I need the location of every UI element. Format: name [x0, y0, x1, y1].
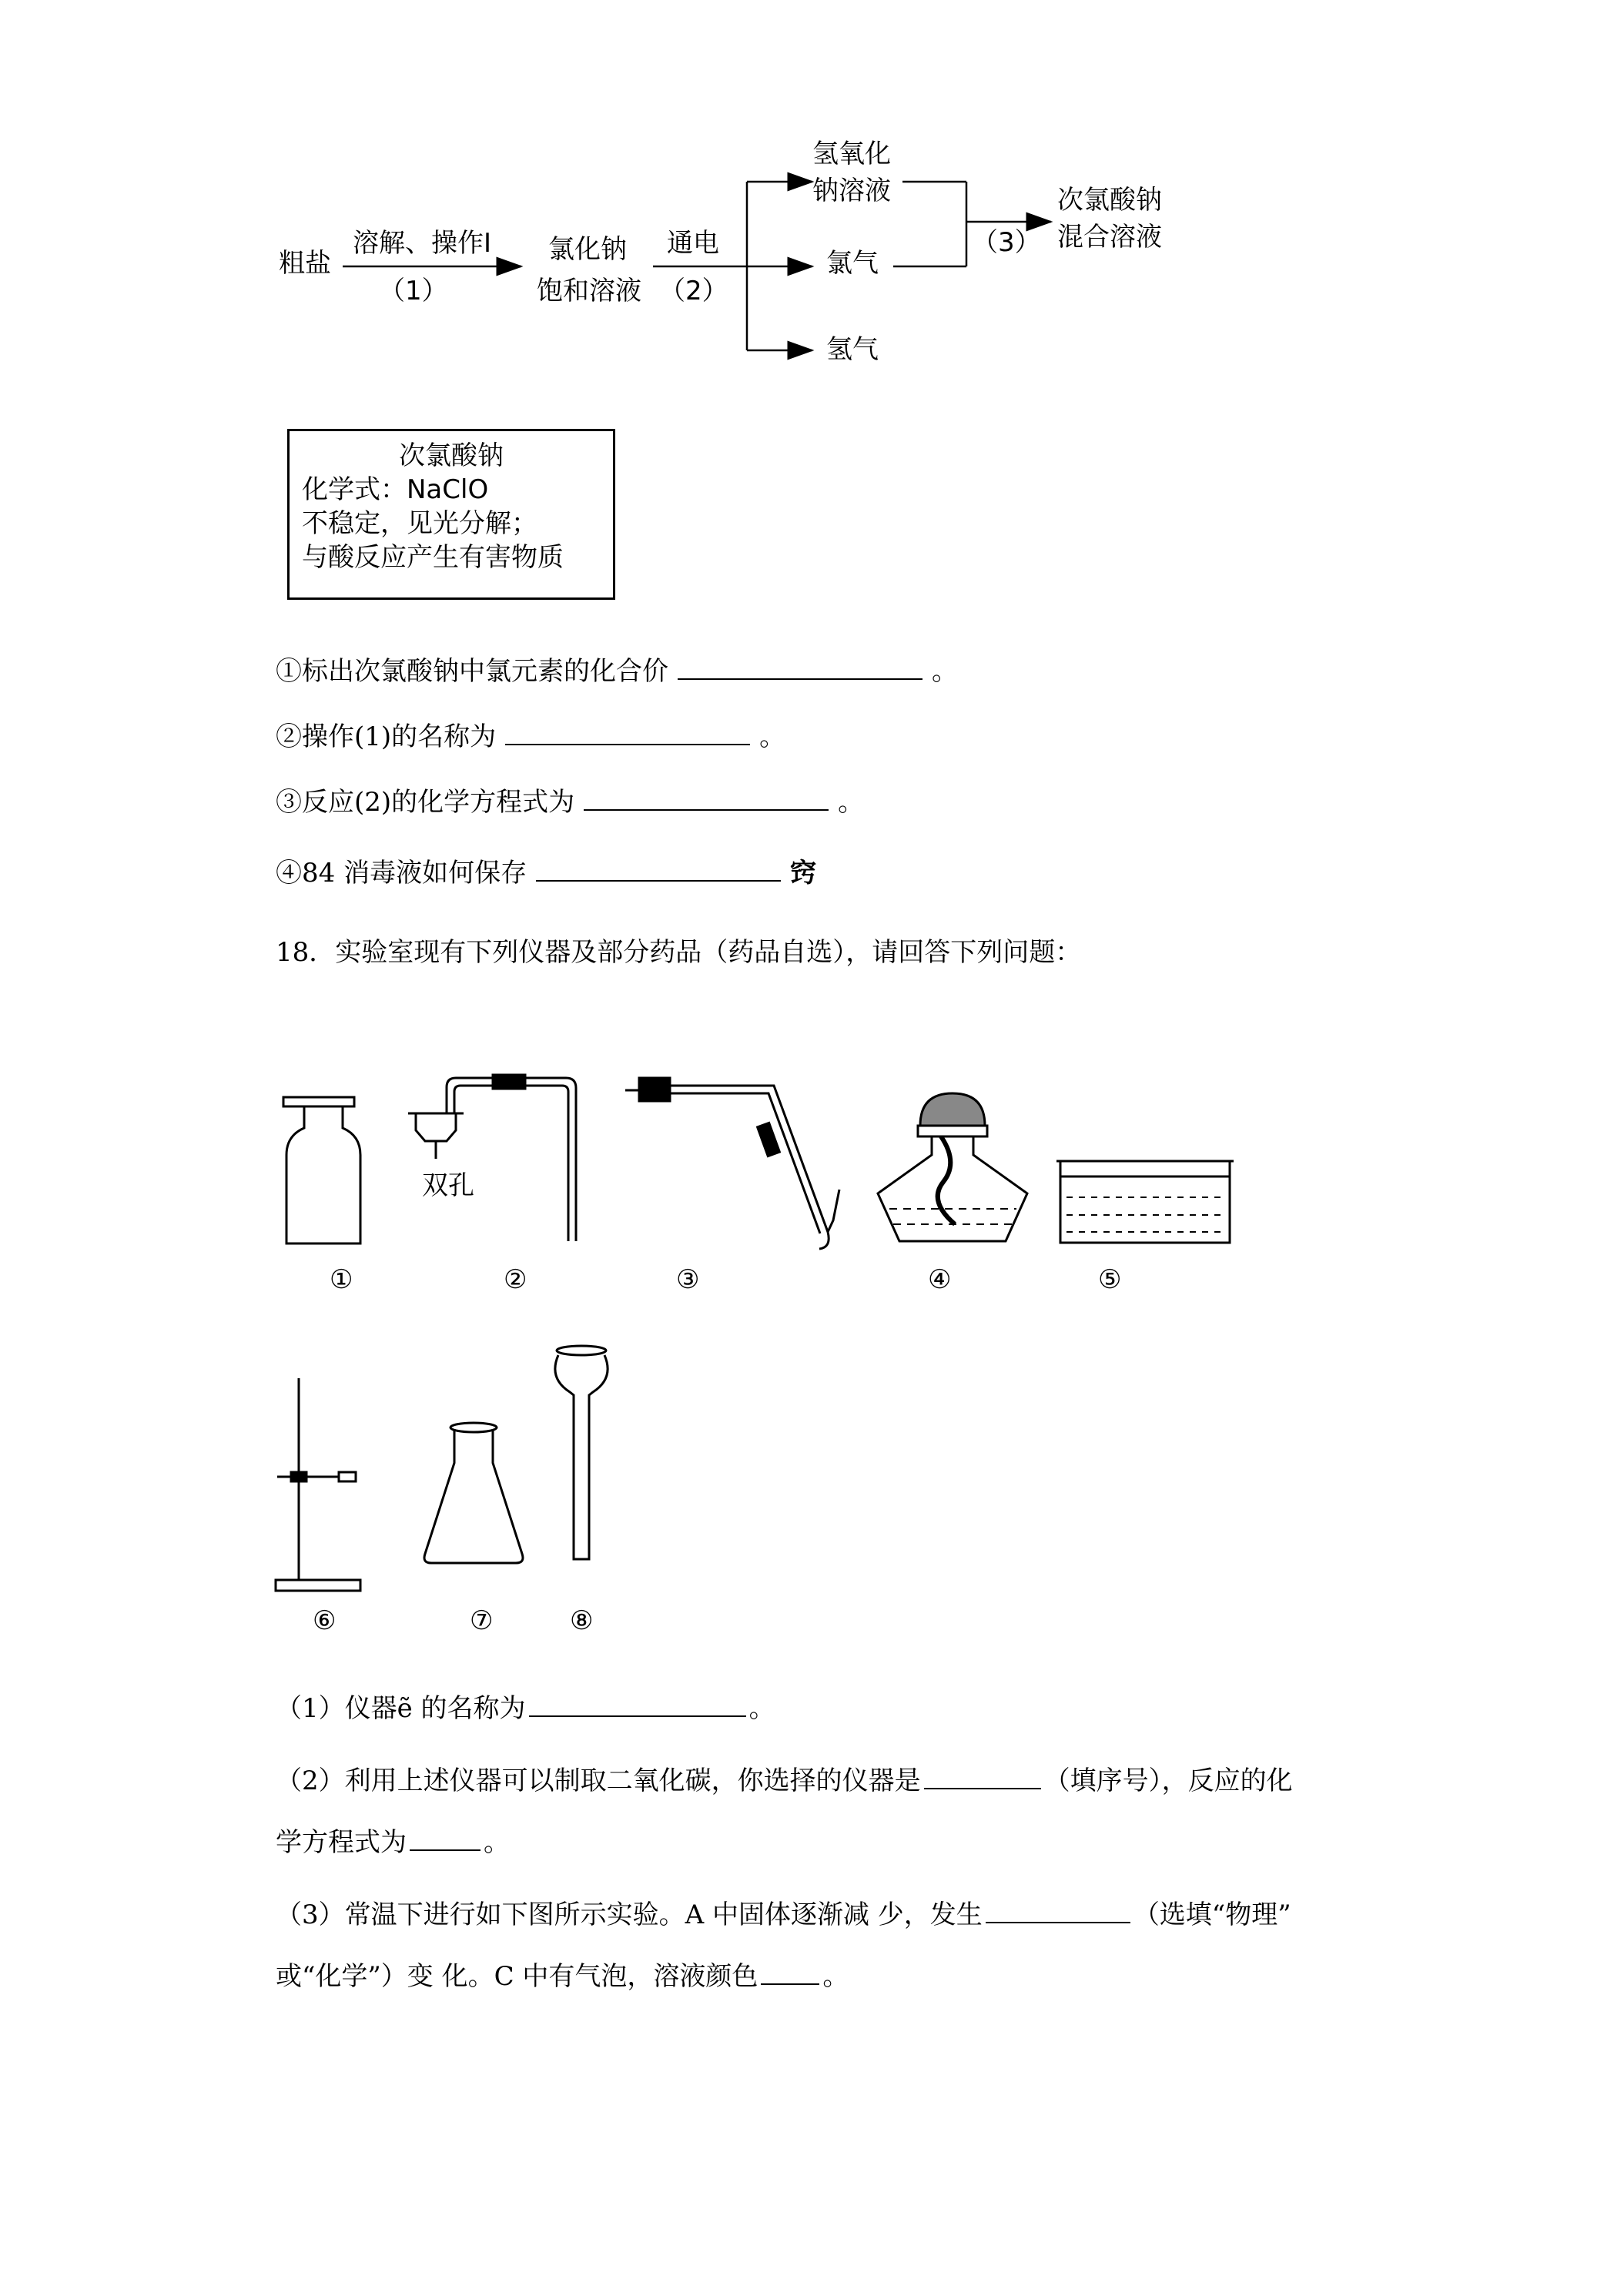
answer-blank-sub3[interactable]	[584, 786, 829, 811]
q17-sub3-text: ③反应(2)的化学方程式为	[276, 787, 575, 818]
answer-blank-sub2[interactable]	[505, 721, 750, 745]
naclo-info-box	[287, 429, 615, 600]
flow-node2-line1: 氯化钠	[548, 234, 627, 265]
q18-part3-text: （3）常温下进行如下图所示实验。A 中固体逐渐减 少，发生	[276, 1899, 983, 1930]
q18-part3-line2: 或“化学”）变 化。C 中有气泡，溶液颜色 。	[276, 1961, 849, 1992]
apparatus-label-7: ⑦	[470, 1605, 494, 1636]
apparatus-label-8: ⑧	[570, 1605, 594, 1636]
answer-blank-sub1[interactable]	[678, 655, 922, 680]
apparatus-label-1: ①	[330, 1264, 353, 1295]
info-box-acid-note: 与酸反应产生有害物质	[302, 542, 564, 573]
flow-step2-top: 通电	[667, 228, 719, 259]
apparatus-label-3: ③	[676, 1264, 700, 1295]
flow-product-cl2: 氯气	[826, 248, 879, 279]
two-hole-stopper-tube-icon	[408, 1075, 576, 1241]
flow-node2-line2: 饱和溶液	[537, 276, 641, 306]
flow-result-line1: 次氯酸钠	[1057, 185, 1162, 216]
q17-sub1: ①标出次氯酸钠中氯元素的化合价 。	[276, 656, 958, 687]
flow-step2-bottom: （2）	[659, 276, 728, 306]
flow-product-h2: 氢气	[826, 334, 879, 365]
q18-part2-line2: 学方程式为 。	[276, 1827, 510, 1858]
info-box-formula: 化学式：NaClO	[302, 474, 489, 505]
answer-blank-part2-apparatus[interactable]	[924, 1765, 1041, 1789]
info-box-stability: 不稳定，见光分解；	[302, 508, 537, 539]
q17-sub4-text: ④84 消毒液如何保存	[276, 858, 527, 889]
flow-result-line2: 混合溶液	[1057, 222, 1162, 253]
alcohol-lamp-icon	[878, 1093, 1027, 1241]
long-neck-funnel-icon	[555, 1346, 608, 1559]
q18-stem: 18．实验室现有下列仪器及部分药品（药品自选），请回答下列问题：	[276, 937, 1082, 968]
q17-sub2-text: ②操作(1)的名称为	[276, 721, 497, 752]
flow-start: 粗盐	[279, 248, 331, 279]
stopper-label: 双孔	[422, 1170, 474, 1201]
q17-sub3: ③反应(2)的化学方程式为 。	[276, 787, 865, 818]
answer-blank-part3-color[interactable]	[761, 1960, 819, 1985]
apparatus-label-2: ②	[504, 1264, 527, 1295]
stopper-delivery-tube-icon	[625, 1078, 839, 1249]
q18-part2-text: （2）利用上述仪器可以制取二氧化碳，你选择的仪器是	[276, 1766, 921, 1796]
q17-sub2: ②操作(1)的名称为 。	[276, 721, 786, 752]
apparatus-label-5: ⑤	[1098, 1264, 1122, 1295]
apparatus-label-4: ④	[928, 1264, 952, 1295]
water-trough-icon	[1056, 1161, 1234, 1243]
flow-product-naoh-line2: 钠溶液	[812, 176, 891, 206]
flow-step1-top: 溶解、操作I	[353, 228, 492, 259]
conical-flask-icon	[424, 1423, 523, 1563]
answer-blank-part1[interactable]	[529, 1692, 746, 1717]
apparatus-label-6: ⑥	[313, 1605, 337, 1636]
gas-bottle-icon	[283, 1097, 360, 1243]
flow-product-naoh-line1: 氢氧化	[812, 139, 891, 169]
answer-blank-part2-equation[interactable]	[410, 1826, 481, 1851]
info-box-title: 次氯酸钠	[399, 440, 504, 471]
iron-stand-icon	[276, 1378, 360, 1591]
flow-step1-bottom: （1）	[379, 276, 448, 306]
answer-blank-part3-change[interactable]	[986, 1899, 1130, 1923]
flow-step3: （3）	[972, 227, 1041, 258]
q17-sub4: ④84 消毒液如何保存 窍	[276, 858, 817, 889]
q18-part3-line1: （3）常温下进行如下图所示实验。A 中固体逐渐减 少，发生 （选填“物理”	[276, 1899, 1291, 1930]
answer-blank-sub4[interactable]	[536, 857, 781, 882]
q18-part2-line1: （2）利用上述仪器可以制取二氧化碳，你选择的仪器是 （填序号），反应的化	[276, 1766, 1293, 1796]
q18-part1-text: （1）仪器ẽ 的名称为	[276, 1693, 526, 1724]
q18-part1: （1）仪器ẽ 的名称为 。	[276, 1693, 775, 1724]
q17-sub1-text: ①标出次氯酸钠中氯元素的化合价	[276, 656, 668, 687]
